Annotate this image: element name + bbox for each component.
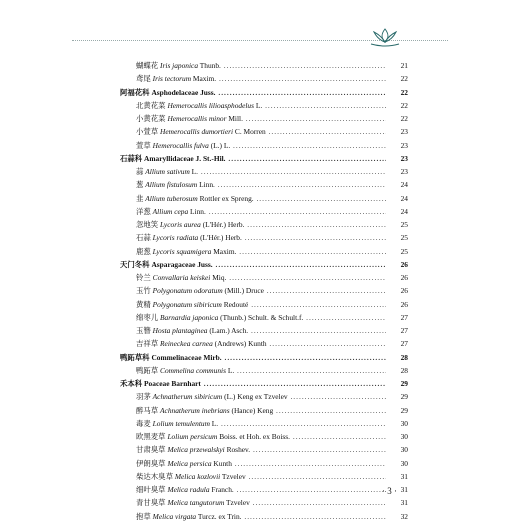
toc-species-entry [120,205,408,218]
entry-latin-name: Asparagaceae Juss. [151,259,213,269]
entry-text [120,165,386,178]
entry-page-number: 25 [388,231,408,244]
entry-author: Mill. [228,114,243,123]
entry-chinese-name: 绵枣儿 [136,312,159,322]
entry-author: (Mill.) Druce [224,286,264,296]
entry-text [120,351,386,364]
toc-species-entry [120,271,408,284]
entry-chinese-name: 石蒜科 [120,153,143,163]
entry-author: Tzvelev [226,498,250,508]
entry-text [120,377,386,390]
toc-species-entry [120,298,408,311]
toc-species-entry [120,417,408,430]
entry-text [120,231,386,244]
entry-chinese-name: 抱草 [136,511,151,521]
toc-species-entry [120,457,408,470]
entry-text [120,192,386,205]
entry-author: Franch. [211,485,234,494]
entry-text [120,324,386,337]
entry-author: L. [191,167,199,176]
entry-page-number: 31 [388,470,408,483]
entry-text [120,390,386,403]
entry-page-number: 22 [388,112,408,125]
entry-page-number: 22 [388,99,408,112]
entry-text [120,483,386,496]
entry-author: Kunth [213,458,232,468]
entry-latin-name: Allium cepa [152,206,189,216]
entry-author: (L.) L. [210,140,231,150]
entry-chinese-name: 阿福花科 [120,87,150,97]
entry-latin-name: Hosta plantaginea [152,326,208,335]
entry-latin-name: Commelina communis [160,365,226,375]
toc-species-entry [120,496,408,509]
entry-latin-name: Lycoris aurea [160,220,201,229]
toc-species-entry [120,139,408,152]
entry-text [120,86,386,99]
entry-page-number: 32 [388,510,408,523]
toc-species-entry [120,510,408,523]
lotus-ornament-icon [368,26,402,48]
entry-text [120,178,386,191]
entry-chinese-name: 韭 [136,193,144,203]
entry-page-number: 29 [388,390,408,403]
entry-chinese-name: 玉竹 [136,286,151,296]
entry-page-number: 27 [388,324,408,337]
entry-chinese-name: 蝴蝶花 [136,61,159,70]
entry-page-number: 26 [388,284,408,297]
entry-text [120,99,386,112]
entry-author: L. [227,365,235,375]
entry-chinese-name: 羽茅 [136,392,151,402]
entry-page-number: 24 [388,178,408,191]
entry-page-number: 28 [388,364,408,377]
entry-author: Linn. [199,180,215,190]
toc-species-entry [120,165,408,178]
entry-author: Miq. [212,273,227,282]
entry-text [120,112,386,125]
entry-text [120,430,386,443]
entry-chinese-name: 柴达木臭草 [136,471,173,481]
toc-species-entry [120,99,408,112]
entry-chinese-name: 伊朗臭草 [136,458,166,468]
entry-author: (Andrews) Kunth [214,339,267,349]
entry-latin-name: Amaryllidaceae J. St.-Hil. [144,153,226,163]
entry-author: Rottler ex Spreng. [199,193,254,203]
entry-text [120,417,386,430]
entry-text [120,496,386,509]
entry-latin-name: Iris tectorum [152,74,192,84]
toc-species-entry [120,112,408,125]
toc-species-entry [120,390,408,403]
page-number: · 3 · [382,486,397,496]
entry-author: Roshev. [226,445,251,455]
entry-latin-name: Melica kozlovii [174,471,221,481]
entry-text [120,510,386,523]
entry-author: L. [211,418,219,428]
entry-latin-name: Allium sativum [145,167,190,176]
entry-page-number: 26 [388,271,408,284]
entry-page-number: 26 [388,298,408,311]
entry-latin-name: Barnardia japonica [160,312,219,322]
entry-latin-name: Melica radula [167,485,210,494]
entry-page-number: 27 [388,337,408,350]
toc-species-entry [120,218,408,231]
entry-latin-name: Iris japonica [160,61,199,70]
entry-latin-name: Lolium temulentum [152,418,210,428]
entry-page-number: 22 [388,86,408,99]
entry-author: (Thunb.) Schult. & Schult.f. [220,312,304,322]
entry-text [120,404,386,417]
entry-author: Linn. [190,206,206,216]
entry-chinese-name: 铃兰 [136,273,151,282]
entry-chinese-name: 萱草 [136,140,151,150]
entry-latin-name: Lolium persicum [167,432,218,441]
entry-text [120,245,386,258]
entry-author: Maxim. [213,246,237,256]
entry-latin-name: Melica przewalskyi [167,445,225,455]
entry-page-number: 30 [388,443,408,456]
entry-page-number: 30 [388,457,408,470]
entry-text [120,337,386,350]
entry-chinese-name: 玉簪 [136,326,151,335]
entry-author: (Lam.) Asch. [209,326,249,335]
toc-family-entry [120,258,408,271]
entry-page-number: 25 [388,218,408,231]
entry-chinese-name: 蒜 [136,167,144,176]
entry-latin-name: Poaceae Barnhart [144,379,201,388]
toc-species-entry [120,72,408,85]
entry-latin-name: Allium tuberosum [145,193,198,203]
entry-chinese-name: 毒麦 [136,418,151,428]
entry-text [120,311,386,324]
entry-author: Thunb. [199,61,221,70]
toc-family-entry [120,152,408,165]
toc-species-entry [120,284,408,297]
toc-species-entry [120,59,408,72]
entry-latin-name: Asphodelaceae Juss. [151,87,216,97]
entry-latin-name: Allium fistulosum [145,180,198,190]
entry-chinese-name: 细叶臭草 [136,485,166,494]
toc-family-entry [120,377,408,390]
entry-text [120,271,386,284]
entry-page-number: 29 [388,404,408,417]
entry-chinese-name: 吉祥草 [136,339,159,349]
entry-text [120,298,386,311]
entry-chinese-name: 黄精 [136,299,151,309]
entry-chinese-name: 鸢尾 [136,74,151,84]
entry-author: Redouté [223,299,249,309]
entry-chinese-name: 天门冬科 [120,259,150,269]
entry-chinese-name: 忽地笑 [136,220,159,229]
entry-latin-name: Hemerocallis dumortieri [160,127,234,137]
entry-latin-name: Hemerocallis minor [167,114,227,123]
entry-page-number: 25 [388,245,408,258]
entry-chinese-name: 鹿葱 [136,246,151,256]
toc-species-entry [120,404,408,417]
entry-author: (Hance) Keng [231,405,274,415]
entry-page-number: 27 [388,311,408,324]
toc-species-entry [120,364,408,377]
entry-chinese-name: 青甘臭草 [136,498,166,508]
entry-author: Maxim. [192,74,217,84]
entry-text [120,258,386,271]
entry-text [120,72,386,85]
entry-latin-name: Hemerocallis fulva [152,140,209,150]
entry-latin-name: Achnatherum inebrians [160,405,230,415]
entry-latin-name: Hemerocallis lilioasphodelus [167,100,254,110]
toc-species-entry [120,483,408,496]
entry-latin-name: Polygonatum odoratum [152,286,223,296]
entry-text [120,457,386,470]
entry-page-number: 23 [388,125,408,138]
entry-page-number: 22 [388,72,408,85]
entry-page-number: 29 [388,377,408,390]
toc-species-entry [120,430,408,443]
toc-species-entry [120,324,408,337]
entry-chinese-name: 小萱草 [136,127,159,137]
entry-latin-name: Commelinaceae Mirb. [151,352,222,362]
entry-chinese-name: 禾本科 [120,379,143,388]
entry-author: Turcz. ex Trin. [197,511,242,521]
entry-text [120,364,386,377]
entry-page-number: 23 [388,152,408,165]
entry-text [120,59,386,72]
entry-chinese-name: 鸭跖草科 [120,352,150,362]
entry-latin-name: Melica tangutorum [167,498,225,508]
toc-species-entry [120,443,408,456]
entry-chinese-name: 甘肃臭草 [136,445,166,455]
entry-text [120,284,386,297]
entry-latin-name: Achnatherum sibiricum [152,392,223,402]
entry-latin-name: Melica persica [167,458,212,468]
entry-latin-name: Convallaria keiskei [152,273,211,282]
toc-species-entry [120,245,408,258]
table-of-contents [120,59,408,523]
entry-page-number: 24 [388,205,408,218]
entry-text [120,139,386,152]
entry-page-number: 21 [388,59,408,72]
entry-page-number: 31 [388,496,408,509]
toc-species-entry [120,125,408,138]
toc-family-entry [120,351,408,364]
entry-text [120,152,386,165]
entry-latin-name: Polygonatum sibiricum [152,299,222,309]
entry-page-number: 24 [388,192,408,205]
entry-text [120,443,386,456]
entry-chinese-name: 洋葱 [136,206,151,216]
toc-species-entry [120,311,408,324]
entry-page-number: 31 [388,483,408,496]
entry-page-number: 28 [388,351,408,364]
entry-page-number: 30 [388,430,408,443]
entry-author: Tzvelev [221,471,246,481]
entry-chinese-name: 石蒜 [136,233,151,243]
entry-chinese-name: 北黄花菜 [136,100,166,110]
entry-chinese-name: 欧黑麦草 [136,432,166,441]
entry-chinese-name: 葱 [136,180,144,190]
entry-latin-name: Lycoris squamigera [152,246,212,256]
entry-page-number: 23 [388,165,408,178]
entry-text [120,125,386,138]
entry-latin-name: Lycoris radiata [152,233,199,243]
entry-author: Boiss. et Hoh. ex Boiss. [219,432,291,441]
entry-text [120,218,386,231]
entry-chinese-name: 鸭跖草 [136,365,159,375]
toc-species-entry [120,192,408,205]
entry-author: (L'Hér.) Herb. [202,220,245,229]
entry-latin-name: Melica virgata [152,511,197,521]
toc-family-entry [120,86,408,99]
entry-author: C. Morren [234,127,266,137]
entry-page-number: 23 [388,139,408,152]
entry-text [120,205,386,218]
entry-author: (L'Hér.) Herb. [200,233,242,243]
toc-species-entry [120,178,408,191]
entry-page-number: 26 [388,258,408,271]
entry-chinese-name: 醉马草 [136,405,159,415]
toc-species-entry [120,470,408,483]
entry-latin-name: Reineckea carnea [160,339,213,349]
entry-chinese-name: 小黄花菜 [136,114,166,123]
entry-author: L. [255,100,263,110]
entry-author: (L.) Keng ex Tzvelev [224,392,288,402]
entry-page-number: 30 [388,417,408,430]
toc-species-entry [120,231,408,244]
toc-species-entry [120,337,408,350]
entry-text [120,470,386,483]
